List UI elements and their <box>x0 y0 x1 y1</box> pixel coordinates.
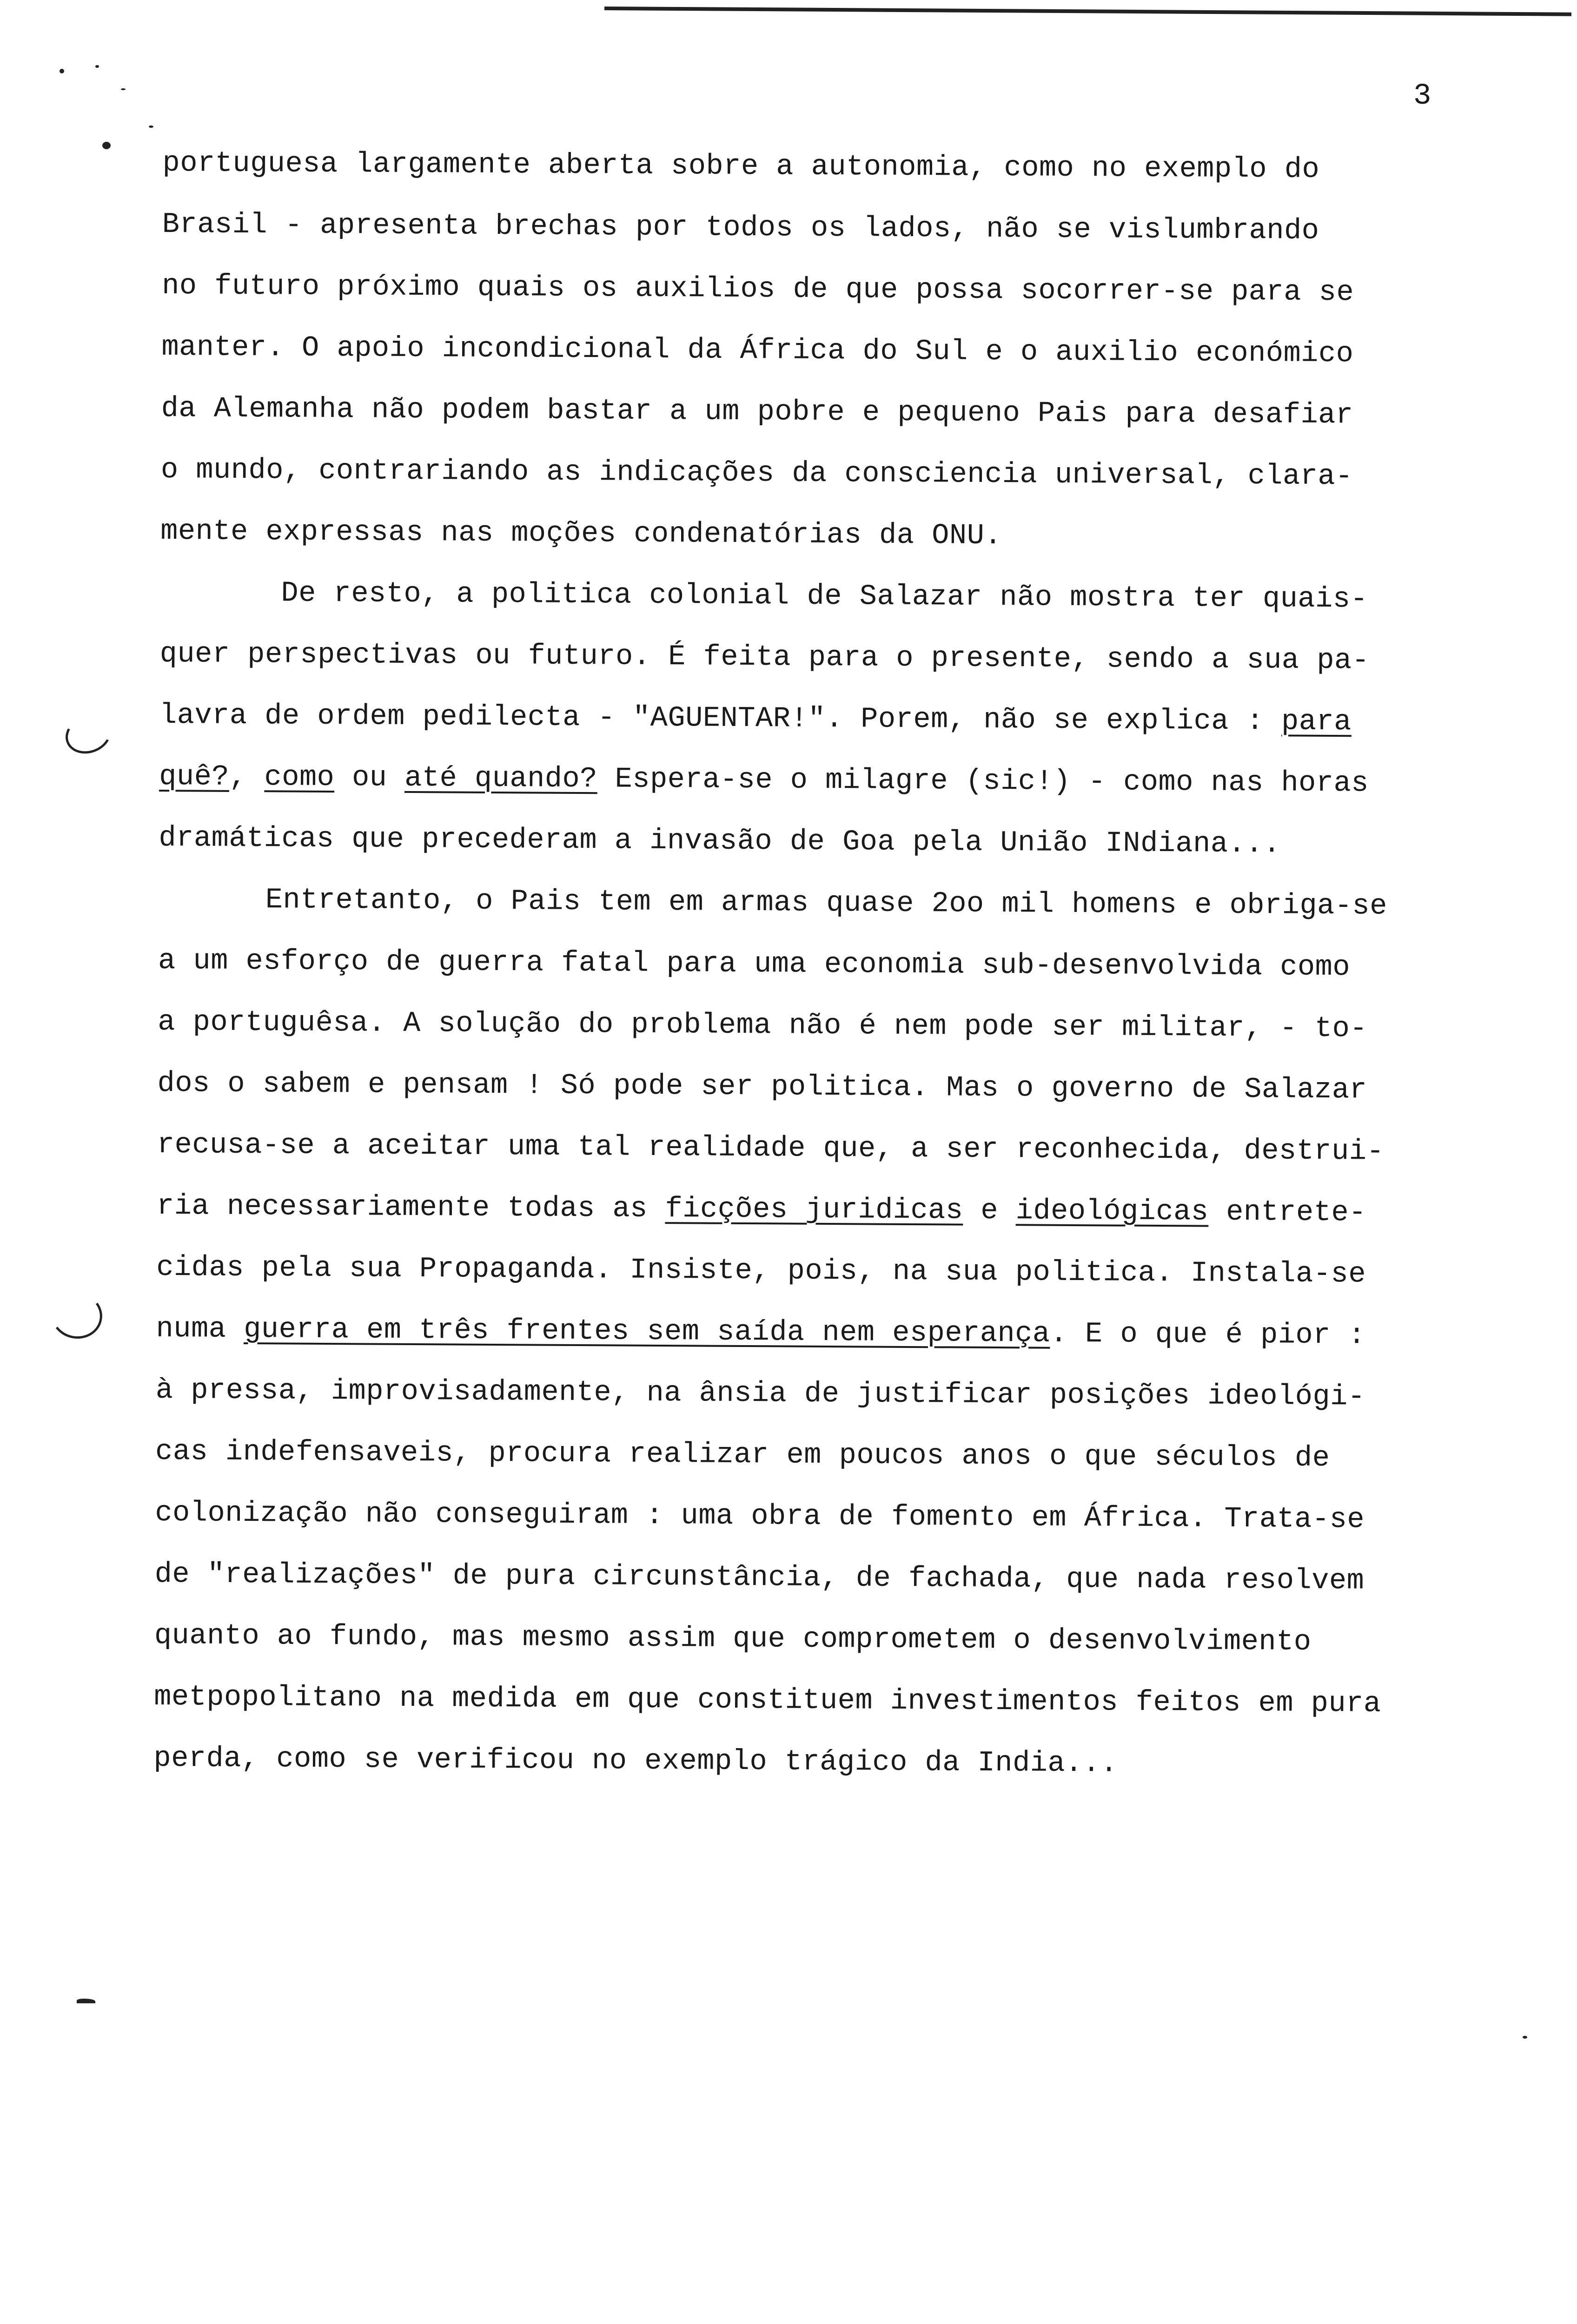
page-number: 3 <box>1413 79 1431 113</box>
text-line <box>156 1298 1504 1367</box>
text-line <box>162 132 1511 201</box>
text-run: entrete- <box>1208 1195 1367 1229</box>
text-line <box>155 1482 1504 1551</box>
text-line <box>154 1666 1503 1735</box>
text-line <box>158 991 1506 1060</box>
text-run: Entretanto, o Pais tem em armas quase 2oo mil homens e obriga-se <box>265 883 1388 923</box>
text-run: metpopolitano na medida em que constituem investimentos feitos em pura <box>154 1680 1381 1720</box>
text-run: o mundo, contrariando as indicações da consciencia universal, clara- <box>160 453 1353 493</box>
text-run: Espera-se o milagre (sic!) - como nas horas <box>597 762 1369 800</box>
text-line <box>158 930 1507 999</box>
text-run: numa <box>156 1312 244 1346</box>
text-line <box>157 1053 1506 1122</box>
text-line <box>158 869 1507 938</box>
text-run: dos o sabem e pensam ! Só pode ser politica. Mas o governo de Salazar <box>157 1066 1367 1107</box>
paragraph <box>159 562 1509 876</box>
text-run: de "realizações" de pura circunstância, de fachada, que nada resolvem <box>154 1557 1365 1598</box>
text-run: ou <box>334 761 405 794</box>
text-line <box>161 439 1510 508</box>
ink-speck <box>149 125 153 128</box>
text-line <box>161 378 1510 447</box>
text-line <box>159 746 1508 815</box>
text-line <box>162 255 1511 324</box>
text-run: recusa-se a aceitar uma tal realidade que, a ser reconhecida, destrui- <box>157 1128 1385 1168</box>
text-line <box>159 623 1508 692</box>
underlined-text: ideológicas <box>1015 1194 1209 1228</box>
text-run: à pressa, improvisadamente, na ânsia de justificar posições ideológi- <box>155 1373 1365 1413</box>
punch-hole-mark <box>47 1288 106 1343</box>
text-line <box>159 685 1508 753</box>
text-line <box>160 562 1509 631</box>
text-run: a portuguêsa. A solução do problema não é nem pode ser militar, - to- <box>158 1005 1368 1045</box>
top-border-line <box>604 7 1571 16</box>
text-line <box>153 1728 1502 1796</box>
text-line <box>154 1605 1503 1674</box>
text-run: . E o que é pior : <box>1050 1317 1366 1352</box>
text-line <box>162 194 1511 263</box>
text-line <box>159 807 1507 876</box>
text-run: cas indefensaveis, procura realizar em poucos anos o que séculos de <box>155 1434 1330 1475</box>
ink-speck <box>77 1999 95 2003</box>
text-run: cidas pela sua Propaganda. Insiste, pois, na sua politica. Instala-se <box>156 1250 1366 1291</box>
ink-speck <box>60 69 64 73</box>
text-run: lavra de ordem pedilecta - "AGUENTAR!". Porem, não se explica : <box>159 698 1282 738</box>
paragraph <box>160 132 1511 569</box>
ink-speck <box>1523 2036 1527 2039</box>
ink-speck <box>95 65 99 68</box>
text-line <box>160 501 1509 569</box>
text-line <box>157 1175 1505 1244</box>
ink-speck <box>121 88 126 90</box>
text-run: portuguesa largamente aberta sobre a autonomia, como no exemplo do <box>162 146 1320 186</box>
underlined-text: até quando? <box>404 761 598 796</box>
text-line <box>154 1544 1503 1612</box>
text-line <box>161 317 1510 385</box>
typed-text-body <box>153 132 1511 1796</box>
text-run: e <box>963 1194 1016 1228</box>
text-line <box>155 1421 1504 1490</box>
underlined-text: como <box>264 760 335 794</box>
text-run: Brasil - apresenta brechas por todos os lados, não se vislumbrando <box>162 207 1319 247</box>
text-run: da Alemanha não podem bastar a um pobre e pequeno Pais para desafiar <box>161 391 1353 432</box>
text-run: perda, como se verificou no exemplo trágico da India... <box>153 1741 1118 1780</box>
underlined-text: guerra em três frentes sem saída nem esperança <box>243 1313 1050 1350</box>
text-run: manter. O apoio incondicional da África do Sul e o auxilio económico <box>161 330 1354 370</box>
text-run: De resto, a politica colonial de Salazar não mostra ter quais- <box>281 576 1368 616</box>
text-line <box>156 1360 1504 1428</box>
underlined-text: quê? <box>159 759 230 793</box>
text-run: mente expressas nas moções condenatórias da ONU. <box>160 514 1002 553</box>
text-run: , <box>229 760 265 794</box>
text-run: dramáticas que precederam a invasão de Goa pela União INdiana... <box>159 821 1281 861</box>
text-run: ria necessariamente todas as <box>156 1189 665 1226</box>
text-run: quer perspectivas ou futuro. É feita para o presente, sendo a sua pa- <box>159 637 1370 677</box>
punch-hole-mark <box>60 709 116 759</box>
text-line <box>156 1237 1505 1306</box>
text-run: a um esforço de guerra fatal para uma economia sub-desenvolvida como <box>158 944 1351 984</box>
text-run: colonização não conseguiram : uma obra de fomento em África. Trata-se <box>155 1496 1365 1536</box>
ink-speck <box>102 142 111 149</box>
underlined-text: ficções juridicas <box>665 1192 963 1227</box>
paragraph <box>153 869 1507 1796</box>
text-run: quanto ao fundo, mas mesmo assim que comprometem o desenvolvimento <box>154 1618 1312 1658</box>
underlined-text: para <box>1281 705 1352 739</box>
text-run: no futuro próximo quais os auxilios de que possa socorrer-se para se <box>161 269 1354 309</box>
text-line <box>157 1114 1505 1183</box>
